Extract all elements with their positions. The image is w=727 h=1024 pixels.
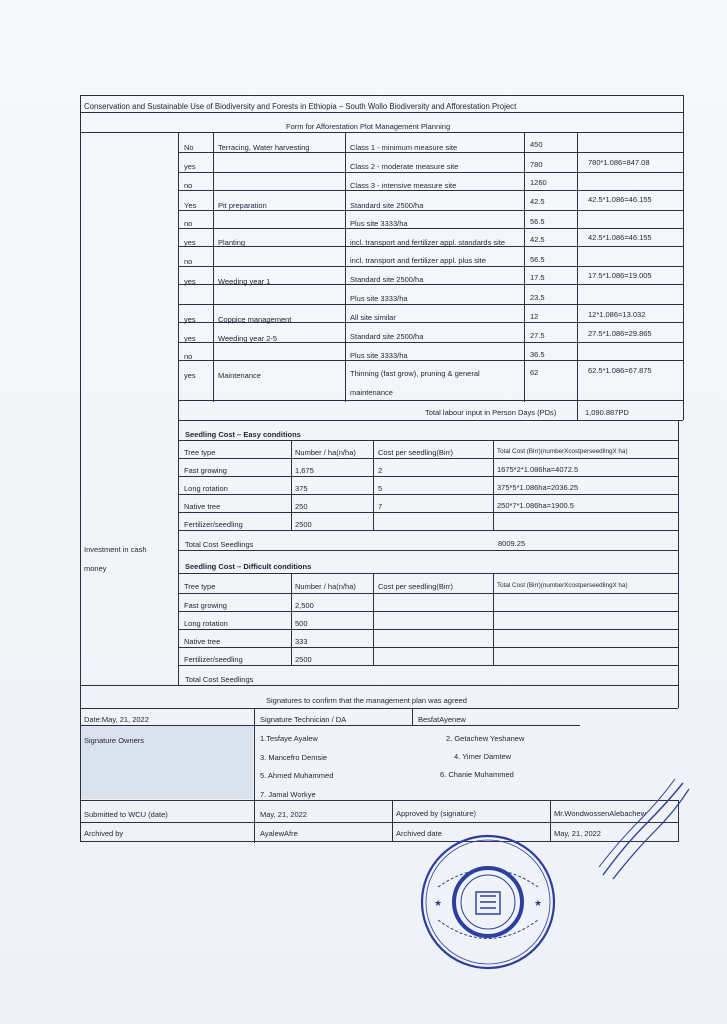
owner-signature: 7. Jamal Workye xyxy=(260,790,316,799)
labour-total-value: 1,090.887PD xyxy=(585,408,629,417)
difficult-total-label: Total Cost Seedlings xyxy=(185,675,254,684)
owner-signature: 5. Ahmed Muhammed xyxy=(260,771,334,780)
easy-total-value: 8009.25 xyxy=(498,539,526,548)
approved-label: Approved by (signature) xyxy=(396,809,477,818)
archived-date-label: Archived date xyxy=(396,829,442,838)
svg-text:★: ★ xyxy=(434,899,443,909)
technician-name: BesfatAyenew xyxy=(418,715,466,724)
form-title: Form for Afforestation Plot Management Planning xyxy=(286,122,451,131)
owners-label: Signature Owners xyxy=(84,736,145,745)
labour-total-label: Total labour input in Person Days (PDs) xyxy=(425,408,557,417)
owner-signature: 3. Mancefro Demsie xyxy=(260,753,328,762)
archived-by: AyalewAfre xyxy=(260,829,298,838)
owner-signature: 1.Tesfaye Ayalew xyxy=(260,734,318,743)
easy-seedling-title: Seedling Cost – Easy conditions xyxy=(185,430,301,439)
management-plan-form: Conservation and Sustainable Use of Biodiversity and Forests in Ethiopia – South Wollo Biodiversity and Afforestation Project Form for Afforestation Plot Management Planning No Terracing, Water harvesting Class 1 - minimum measure site 450 yes Class 2 - moderate measure site 780 780*1.086=847.08 no Class 3 - intensive measure site 1260 Yes Pit preparation Standard site 2500/ha 42.5 42.5*1.086=46.155 no Plus site 3333/ha 56.5 yes Planting incl. transport and fertilizer appl. standards site 42.5 42.5*1.086=46.155 no incl. transport and fertilizer appl. plus site 56.5 yes Weeding year 1 Standard site 2500/ha 17.5 17.5*1.086=19.005 Plus site 3333/ha 23.5 yes Coppice management All site similar 12 12*1.086=13.032 yes Weeding year 2-5 Standard site 2500/ha 27.5 27.5*1.086=29.865 no Plus site 3333/ha 36.5 yes Maintenance Thinning (fast grow), pruning & general maintenance 62 62.5*1.086=67.875 Total labour input in Person Days (PDs) 1,090.887PD Investment in cash money Seedling Cost – Easy conditions Tree type Number / ha(n/ha) Cost per seedling(Birr) Total Cost (Birr)(numberXcostperseedlingX ha) Fast growing 1,675 2 1675*2*1.086ha=4072.5 Long rotation 375 5 375*5*1.086ha=2036.25 Native tree 250 7 250*7*1.086ha=1900.5 Fertilizer/seedling 2500 Total Cost Seedlings 8009.25 Seedling Cost – Difficult conditions Tree type Number / ha(n/ha) Cost per seedling(Birr) Total Cost (Birr)(numberXcostperseedlingX ha) Fast growing 2,500 Long rotation 500 Native tree 333 Fertilizer/seedling 2500 Total Cost Seedlings Signatures to confirm that the management plan was agreed Date:May, 21, 2022 Signature Technician / DA BesfatAyenew Signature Owners 1.Tesfaye Ayalew 2. Getachew Yeshanew 3. Mancefro Demsie 4. Yimer Damtew 5. Ahmed Muhammed 6. Chanie Muhammed 7. Jamal Workye Submitted to WCU (date) May, 21, 2022 Approved by (signature) Mr.WondwossenAlebachew Archived by AyalewAfre Archived date May, 21, 2022 xyxy=(80,90,684,842)
plan-date: Date:May, 21, 2022 xyxy=(84,715,149,724)
round-official-seal-icon xyxy=(418,832,558,972)
technician-label: Signature Technician / DA xyxy=(260,715,347,724)
investment-label-2: money xyxy=(84,564,107,573)
investment-label: Investment in cash xyxy=(84,545,147,554)
project-title: Conservation and Sustainable Use of Biodiversity and Forests in Ethiopia – South Wollo Biodiversity and Afforestation Project xyxy=(84,102,517,111)
owner-signature: 2. Getachew Yeshanew xyxy=(446,734,525,743)
svg-text:★: ★ xyxy=(534,899,543,909)
handwritten-signature-icon xyxy=(595,775,690,885)
archived-label: Archived by xyxy=(84,829,124,838)
owner-signature: 4. Yimer Damtew xyxy=(454,752,512,761)
signatures-heading: Signatures to confirm that the management plan was agreed xyxy=(266,696,467,705)
submitted-date: May, 21, 2022 xyxy=(260,810,307,819)
submitted-label: Submitted to WCU (date) xyxy=(84,810,168,819)
owner-signature: 6. Chanie Muhammed xyxy=(440,770,514,779)
archived-date: May, 21, 2022 xyxy=(554,829,601,838)
easy-total-label: Total Cost Seedlings xyxy=(185,540,254,549)
approved-name: Mr.WondwossenAlebachew xyxy=(554,809,646,818)
difficult-seedling-title: Seedling Cost – Difficult conditions xyxy=(185,562,312,571)
